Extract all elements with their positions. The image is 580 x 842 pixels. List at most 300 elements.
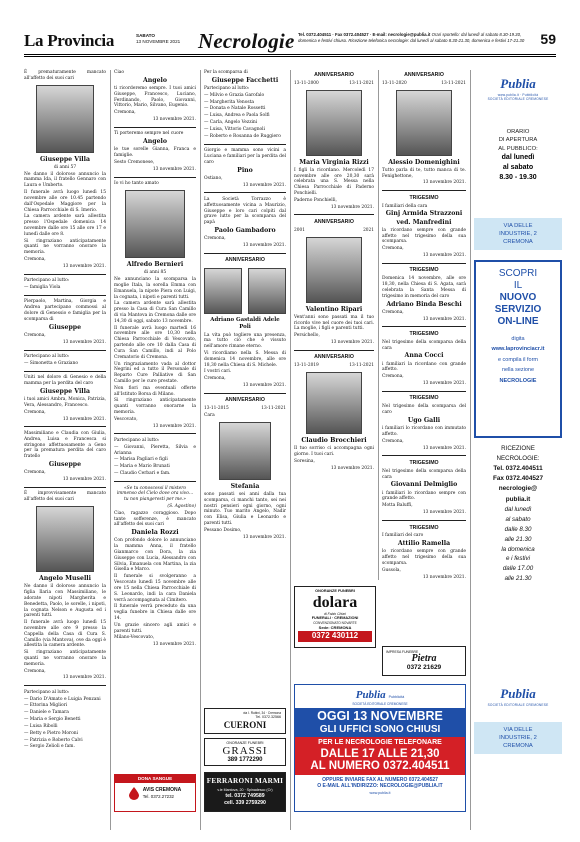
- masthead: La Provincia: [24, 31, 115, 50]
- notice-date: 13 novembre 2021.: [62, 416, 106, 422]
- anniversary-date: 13 novembre 2021.: [242, 534, 286, 540]
- notice-text: Per la scomparsa di: [204, 70, 248, 75]
- column-2: [114, 70, 196, 649]
- deceased-name: Angelo: [142, 76, 168, 84]
- ad-grassi[interactable]: [204, 738, 286, 766]
- contacts-hours: dalle 8.30: [504, 525, 532, 533]
- deceased-name: Giuseppe Facchetti: [211, 76, 279, 84]
- deceased-name: Claudio Brocchieri: [301, 436, 367, 444]
- publia-logo: Publia: [500, 686, 536, 701]
- notice-divider: [24, 685, 106, 686]
- portrait-photo: [36, 85, 94, 153]
- obituary-city: Milano-Vescovato,: [114, 635, 155, 641]
- notice-text: le tue sorelle Gianna, Franca e famiglie.: [114, 147, 196, 159]
- notice-city: Ostiano,: [204, 175, 223, 181]
- condolence-heading: Partecipano al lutto:: [114, 438, 160, 444]
- portrait-photo: [248, 268, 286, 314]
- notice-divider: [24, 295, 106, 296]
- notice-text: La Società Torrazzo è affettuosamente vicina a Maurizio, Giuseppe e loro cari colpiti dal grave lutto per la scomparsa del papà: [204, 196, 286, 226]
- address-line: VIA DELLE: [503, 223, 533, 229]
- anniversary-date-end: 13-11-2021: [441, 80, 466, 86]
- deceased-name: Maria Virginia Rizzi: [299, 158, 369, 166]
- trigesimo-heading: TRIGESIMO: [409, 524, 439, 531]
- anniversary-heading: ANNIVERSARIO: [404, 72, 444, 78]
- contacts-hours: la domenica: [501, 545, 535, 553]
- anniversary-date: 13 novembre 2021.: [242, 383, 286, 389]
- promo-link[interactable]: www.laprovinciacr.it: [491, 346, 545, 353]
- trigesimo-heading: TRIGESIMO: [409, 267, 439, 274]
- sidebar-bottom-logo: [474, 686, 562, 707]
- deceased-name: Giuseppe: [48, 323, 82, 331]
- ad-avis-name: AVIS CREMONA: [142, 787, 182, 794]
- online-service-promo[interactable]: [474, 260, 562, 438]
- anniversary-heading: ANNIVERSARIO: [314, 72, 354, 78]
- column-divider: [200, 70, 201, 830]
- opening-hours: [474, 128, 562, 184]
- anniversary-text: Vent'anni sono passati ma il tuo ricordo vive nel cuore dei tuoi cari. La moglie, i figli e parenti tutti.: [294, 314, 374, 332]
- obituary-text: Ne danno il doloroso annuncio la mamma Ida, il fratello Gennaro con Laura e Umberto.: [24, 171, 106, 189]
- ad-ferraroni[interactable]: [204, 772, 286, 812]
- anniversary-photos: [204, 266, 286, 316]
- quote-text: «Se tu conoscessi il mistero immenso del Cielo dove ora vivo… tu non piangeresti per me.»: [116, 485, 194, 503]
- notice-date: 13 novembre 2021.: [152, 117, 196, 123]
- anniversary-date-start: 13-11-2015: [204, 406, 229, 412]
- deceased-name: Attilio Ramella: [397, 540, 451, 548]
- trigesimo-heading: TRIGESIMO: [409, 395, 439, 402]
- ad-cueroni-name: CUERONI: [223, 719, 267, 730]
- contacts-line: NECROLOGIE:: [496, 454, 540, 462]
- notice-divider: [382, 520, 466, 521]
- contacts-fax: Fax 0372.404527: [492, 475, 544, 483]
- column-divider: [378, 70, 379, 580]
- column-divider: [290, 70, 291, 830]
- contacts-hours: e i festivi: [505, 555, 531, 563]
- anniversary-dates: [204, 406, 286, 412]
- anniversary-text: sono passati sei anni dalla tua scomparsa, ci manchi tanto, sei nei nostri pensieri ogni giorno, ogni minuto. Tuo marito Angelo, Nadir con Elisa, Giulia e Leonardo e parenti tutti.: [204, 491, 286, 527]
- anniversary-date-end: 13-11-2021: [261, 406, 286, 412]
- anniversary-date: 13 novembre 2021.: [330, 465, 374, 471]
- condolence-item: — Margherita Venosta: [204, 99, 254, 105]
- address-line: INDUSTRIE, 2: [499, 231, 537, 238]
- anniversary-city: Persichello,: [294, 333, 320, 339]
- notice-date: 13 novembre 2021.: [242, 243, 286, 248]
- section-title: Necrologie: [198, 29, 295, 53]
- notice-divider: [382, 263, 466, 264]
- condolence-item: — Betty e Pietro Moroni: [24, 730, 78, 736]
- contact-info-hours: Orari sportello: dal lunedì al sabato 8.30-19.30, domenica e festivi chiuso. Ricezione telefonica necrologie: dal lunedì al sabato 8.30-21.30, domenica e festivi 17-21.30: [298, 32, 525, 43]
- banner-line7: O E-MAIL ALL'INDIRIZZO: NECROLOGIE@PUBLIA.IT: [317, 783, 443, 790]
- obituary-text: Il funerale avrà luogo martedì 16 novembre alle ore 10,30 nella Chiesa Parrocchiale di Vescovato, partendo alle ore 10 dalla Casa di Cura San Camillo, indi al Polo Crematorio di Cremona.: [114, 325, 196, 360]
- portrait-photo: [396, 90, 452, 156]
- contacts-hours: dalle 17.00: [502, 565, 534, 573]
- notice-divider: [114, 433, 196, 434]
- portrait-photo: [125, 190, 185, 258]
- ad-publia-sub: Pubblicità: [388, 695, 405, 699]
- publication-day: SABATO: [136, 33, 155, 38]
- banner-line2: GLI UFFICI SONO CHIUSI: [319, 724, 441, 736]
- condolence-item: — Simonetta e Graziano: [24, 360, 78, 366]
- notice-text: ti ricorderemo sempre. I tuoi amici Giuseppe, Francesco, Luciano, Ferdinando, Paolo, Giovanni, Vittorio, Mario, Silvano, Eugenio.: [114, 86, 196, 109]
- notice-text: Uniti nel dolore di Genesio e della mamma per la perdita del caro: [24, 375, 106, 387]
- trigesimo-heading: TRIGESIMO: [409, 194, 439, 201]
- trigesimo-date: 13 novembre 2021.: [422, 574, 466, 580]
- contacts-hours: alle 21.30: [504, 535, 532, 543]
- notice-city: Cremona,: [24, 470, 46, 476]
- publication-date: [136, 33, 180, 44]
- condolence-item: — Claudio Cerbarì e fam.: [114, 471, 171, 477]
- obituary-text: Non fiori ma eventuali offerte all'Istituto Borsa di Milano.: [114, 385, 196, 397]
- opening-hours-line: DI APERTURA: [498, 137, 538, 144]
- ad-dolara[interactable]: [294, 586, 376, 648]
- condolence-item: — Daniele e Tamara: [24, 710, 69, 716]
- trigesimo-date: 13 novembre 2021.: [422, 316, 466, 322]
- condolence-item: — Sergio Zelioli e fam.: [24, 744, 75, 750]
- condolence-item: — Carla, Angelo Vezzini: [204, 120, 258, 126]
- promo-text: digita: [511, 336, 525, 342]
- obituary-contacts: [474, 444, 562, 584]
- publia-logo-sub: SOCIETÀ EDITORIALE CREMONESE: [487, 702, 549, 707]
- condolence-item: — Roberto e Rosanna de Ruggiero: [204, 133, 281, 139]
- trigesimo-text: Nel trigesimo della scomparsa della cara: [382, 339, 466, 351]
- trigesimo-date: 13 novembre 2021.: [422, 381, 466, 387]
- anniversary-city: Soresina,: [294, 458, 315, 464]
- notice-text: Ciao: [114, 70, 125, 75]
- portrait-photo: [306, 90, 362, 156]
- address-line: CREMONA: [503, 743, 533, 750]
- condolence-item: — Dario D'Amato e Luigia Penzani: [24, 696, 101, 702]
- notice-divider: [294, 214, 374, 215]
- opening-hours-time: 8.30 - 19.30: [499, 174, 537, 182]
- portrait-photo: [219, 422, 271, 480]
- obituary-intro: È improvvisamente mancato all'affetto dei suoi cari: [24, 491, 106, 503]
- trigesimo-date: 13 novembre 2021.: [422, 445, 466, 451]
- obituary-city: Cremona,: [24, 257, 46, 262]
- column-divider: [470, 70, 471, 830]
- obituary-text: Si ringraziano anticipatamente quanti ne vorranno onorare la memoria.: [24, 238, 106, 256]
- deceased-name: Giuseppe Villa: [39, 387, 91, 395]
- obituary-text: Ne annunciano la scomparsa la moglie Itala, la sorella Emma con Emanuela, la nipote Piera con Luigi, la cognata, i nipoti e parenti tutti.: [114, 277, 196, 300]
- promo-line: IL: [513, 280, 523, 291]
- banner-line1: OGGI 13 NOVEMBRE: [317, 709, 443, 724]
- deceased-name: Adriano Gastaldi Adele Poli: [210, 317, 280, 331]
- anniversary-text: Tutto parla di te, tutto manca di te. Fenighettone,: [382, 167, 466, 179]
- ad-dolara-line1: FUNERALI · CREMAZIONI: [311, 615, 359, 620]
- anniversary-text: I vostri cari.: [204, 369, 232, 375]
- trigesimo-text: Domenica 14 novembre, alle ore 18,30, nella Chiesa di S. Agata, sarà celebrata la Santa Messa di trigesimo in memoria del caro: [382, 276, 466, 299]
- obituary-text: Il funerale si svolgeranno a Vescovato lunedì 15 novembre alle ore 15 nella Chiesa Parrocchiale di S. Leonardo, indi la cara Daniela verrà accompagnata al Cimitero.: [114, 574, 196, 603]
- anniversary-date: 13 novembre 2021.: [422, 180, 466, 186]
- ad-dolara-top: ONORANZE FUNEBRI: [315, 589, 355, 593]
- notice-divider: [382, 326, 466, 327]
- promo-text: e compila il form: [497, 356, 539, 363]
- notice-text: Massimiliano e Claudia con Giulia, Andrea, Luisa e Francesca si stringono affettuosamente a Geno per la prematura perdita del caro fratello: [24, 430, 106, 460]
- deceased-age: di anni 57: [53, 164, 77, 170]
- deceased-name: Alfredo Bernieri: [126, 261, 184, 269]
- deceased-name: Ugo Galli: [407, 416, 441, 424]
- ad-ferraroni-addr: v.le Mantova, 20 · Spinadesco (Cr): [217, 788, 273, 793]
- contacts-line: RICEZIONE: [501, 445, 535, 452]
- condolence-heading: Partecipano al lutto:: [24, 278, 70, 284]
- ad-dolara-line2: CONVENZIONATO NOVARTE: [313, 620, 357, 625]
- condolence-item: — Maria e Sergio Benetti: [24, 717, 81, 723]
- notice-text: Pierpaolo, Martina, Giorgia e Andrea partecipano commossi al dolore di Genessio e famiglia per la scomparsa di: [24, 299, 106, 322]
- ad-avis-top: DONA SANGUE: [115, 775, 195, 783]
- obituary-text: Il funerale avrà luogo lunedì 15 novembre alle ore 9 presso la Cappella della Casa di Cura S. Camillo (via Mantova), ove da oggi è allestita la camera ardente.: [24, 620, 106, 649]
- ad-avis[interactable]: [114, 774, 196, 812]
- condolence-item: — Luisa, Vittorio Cavagnoli: [204, 126, 265, 132]
- obituary-city: Vescovato,: [114, 416, 138, 422]
- notice-divider: [294, 350, 374, 351]
- anniversary-date-end: 13-11-2021: [349, 363, 374, 369]
- notice-text: Ti porteremo sempre nel cuore: [114, 131, 184, 137]
- notice-divider: [24, 426, 106, 427]
- promo-line: NUOVO: [499, 292, 537, 303]
- ad-pietra-phone: 0372 21629: [406, 664, 442, 672]
- ad-pietra-name: Pietra: [411, 653, 437, 665]
- deceased-name: Alessio Domenighini: [388, 158, 460, 166]
- column-3: [204, 70, 286, 541]
- obituary-intro: Ciao, ragazzo coraggioso. Dopo tante sofferenze, è mancato all'affetto dei suoi cari: [114, 510, 196, 528]
- ad-dolara-sub: di Fabio Chiari: [324, 611, 346, 616]
- deceased-name: Adriano Binda Beschi: [386, 300, 462, 308]
- column-divider: [110, 70, 111, 830]
- address-line: VIA DELLE: [503, 727, 533, 733]
- promo-section: NECROLOGIE: [499, 377, 537, 384]
- obituary-text: La camera ardente sarà allestita presso l'Ospedale domenica 14 novembre dalle ore 15 alle ore 17 e lunedì dalle ore 8.: [24, 214, 106, 237]
- ad-dolara-phone: 0372 430112: [298, 631, 372, 641]
- anniversary-heading: ANNIVERSARIO: [225, 257, 265, 264]
- office-address: [474, 722, 562, 754]
- deceased-name: Anna Cocci: [404, 352, 444, 360]
- quote-author: (S. Agostino): [167, 503, 196, 509]
- notice-divider: [382, 391, 466, 392]
- opening-hours-line: ORARIO: [506, 129, 530, 135]
- sidebar-logo-box: [474, 70, 562, 114]
- deceased-name: Valentino Ripari: [305, 305, 363, 313]
- notice-divider: [24, 371, 106, 372]
- obituary-text: La camera ardente sarà allestita presso la Casa di Cura San Camillo di via Mantova in Cremona dalle ore 14,30 di oggi, sabato 13 novembre.: [114, 301, 196, 324]
- trigesimo-city: Cremona,: [382, 438, 404, 444]
- notice-date: 13 novembre 2021.: [62, 477, 106, 483]
- deceased-name: Stefania: [230, 482, 260, 490]
- condolence-heading: Partecipano al lutto:: [204, 86, 250, 91]
- obituary-city: Cremona,: [24, 668, 46, 674]
- address-line: CREMONA: [503, 239, 533, 246]
- blood-drop-icon: [129, 787, 139, 800]
- trigesimo-text: i familiari lo ricordano sempre con grande affetto.: [382, 490, 466, 502]
- deceased-name: Giovanni Delmiglio: [390, 481, 458, 489]
- anniversary-heading: ANNIVERSARIO: [314, 219, 354, 225]
- trigesimo-text: I familiari del caro: [382, 533, 424, 539]
- contacts-email-domain[interactable]: publia.it: [505, 495, 531, 503]
- deceased-age: di anni 85: [143, 270, 167, 276]
- trigesimo-text: Nel trigesimo della scomparsa del caro: [382, 404, 466, 416]
- contacts-email[interactable]: necrologie@: [498, 485, 538, 493]
- trigesimo-date: 13 novembre 2021.: [422, 510, 466, 516]
- anniversary-date-end: 13-11-2021: [349, 80, 374, 86]
- deceased-name: Daniela Rozzi: [131, 529, 179, 537]
- anniversary-heading: ANNIVERSARIO: [314, 354, 354, 361]
- ad-publia-banner[interactable]: [294, 684, 466, 812]
- notice-date: 13 novembre 2021.: [152, 166, 196, 172]
- condolence-item: — Milvio e Grazia Garofalo: [204, 92, 265, 98]
- portrait-photo: [306, 237, 362, 303]
- address-line: INDUSTRIE, 2: [499, 735, 537, 742]
- column-1: [24, 70, 106, 751]
- portrait-photo: [204, 268, 242, 314]
- notice-divider: [114, 481, 196, 482]
- trigesimo-city: Gussola,: [382, 567, 401, 573]
- publia-logo: Publia: [500, 76, 536, 91]
- notice-text: i tuoi amici Ambra, Monica, Patrizia, Vera, Alessandro, Francesco.: [24, 397, 106, 408]
- condolence-item: — Patrizia e Roberto Calvi: [24, 737, 83, 743]
- deceased-name: Paolo Gambadoro: [214, 227, 276, 234]
- opening-hours-days: dal lunedì: [501, 154, 535, 162]
- ad-cueroni[interactable]: [204, 708, 286, 734]
- anniversary-city: Paderno Ponchielli,: [294, 197, 337, 203]
- condolence-item: — Ettorina Migliori: [24, 703, 68, 709]
- anniversary-text: Cara: [204, 412, 215, 418]
- deceased-name: Giuseppe Villa: [39, 155, 91, 163]
- obituary-text: Si ringraziano anticipatamente quanti vorranno onorarne la memoria.: [114, 398, 196, 415]
- condolence-item: — Marisa Pagliari e figli: [114, 457, 168, 463]
- notice-city: Cremona,: [24, 409, 46, 415]
- publication-date-text: 13 NOVEMBRE 2021: [136, 38, 181, 44]
- deceased-name: Angelo Muselli: [38, 575, 91, 583]
- condolence-item: — famiglia Viola: [24, 285, 61, 291]
- deceased-name: Pino: [237, 166, 253, 174]
- trigesimo-date: 13 novembre 2021.: [422, 253, 466, 259]
- condolence-item: — Giovanni, Pieretta, Silvia e Arianna: [114, 444, 196, 456]
- ad-pietra[interactable]: [382, 646, 466, 676]
- obituary-intro: È prematuramente mancato all'affetto dei suoi cari: [24, 70, 106, 81]
- ad-cueroni-tel: Tel. 0372.32566: [255, 715, 281, 720]
- anniversary-text: Il tuo sorriso ci accompagna ogni giorno. I tuoi cari.: [294, 446, 374, 457]
- banner-line6: OPPURE INVIARE FAX AL NUMERO 0372.404527: [322, 776, 438, 783]
- notice-divider: [24, 487, 106, 488]
- contacts-hours: al sabato: [505, 515, 531, 523]
- notice-divider: [114, 127, 196, 128]
- anniversary-dates: [294, 81, 374, 87]
- ad-avis-tel: Tel. 0372.27232: [142, 793, 174, 799]
- obituary-text: Con profondo dolore lo annunciano la mamma Anna, il fratello Gianmarco con Dora, la zia Giuseppe con Lucia, Alessandro con Silvia, Emanuela con Martina, la zia Gisella e Marco.: [114, 538, 196, 573]
- condolence-item: — Luisa, Andrea e Paola Solfi: [204, 113, 270, 119]
- contacts-phone: Tel. 0372.404511: [493, 464, 543, 472]
- ad-publia-sub2: SOCIETÀ EDITORIALE CREMONESE: [352, 702, 408, 707]
- banner-url: www.publia.it: [369, 790, 391, 795]
- portrait-photo: [36, 506, 94, 572]
- promo-line: SERVIZIO: [494, 304, 542, 315]
- anniversary-dates: [382, 81, 466, 87]
- notice-divider: [204, 192, 286, 193]
- notice-divider: [24, 274, 106, 275]
- obituary-text: Si ringraziano anticipatamente quanti ne vorranno onorare la memoria.: [24, 650, 106, 667]
- anniversary-text: I figli la ricordano. Mercoledì 17 novembre alle ore 20,30 sarà celebrata una S. Messa nella Chiesa Parrocchiale di Paderno Ponchielli.: [294, 167, 374, 196]
- notice-divider: [382, 190, 466, 191]
- condolence-item: — Donata e Natale Rossetti: [204, 106, 266, 112]
- contacts-hours: dal lunedì: [504, 505, 532, 513]
- portrait-photo: [306, 372, 362, 434]
- ad-dolara-line3: Sede: CREMONA: [318, 625, 352, 631]
- trigesimo-city: Cremona,: [382, 374, 404, 380]
- opening-hours-line: AL PUBBLICO:: [498, 145, 538, 152]
- office-address: [474, 218, 562, 250]
- obituary-text: Ne danno il doloroso annuncio la figlia Ilaria con Massimiliano, le adorate nipoti Margherita e Benedetta, Paolo, le sorelle, i nipoti, la cognata Nelson e Augusta ed i parenti tutti.: [24, 584, 106, 619]
- notice-city: Cremona,: [114, 110, 136, 116]
- anniversary-date: 13 novembre 2021.: [330, 204, 374, 210]
- sidebar: [474, 70, 562, 830]
- anniversary-text: La vita può togliere una presenza, ma tutto ciò che è vissuto nell'amore rimane eterno.: [204, 332, 286, 350]
- trigesimo-text: i familiari lo ricordano con immutato affetto.: [382, 426, 466, 437]
- trigesimo-heading: TRIGESIMO: [409, 460, 439, 466]
- anniversary-date-start: 13-11-2019: [294, 363, 319, 369]
- condolence-heading: Partecipano al lutto:: [24, 689, 70, 695]
- ad-grassi-phone: 389 1772290: [227, 756, 263, 763]
- promo-line: SCOPRI: [498, 268, 538, 279]
- notice-city: Sesto Cremonese,: [114, 160, 155, 166]
- deceased-name: Ginj Armida Strazzoni ved. Manfredini: [385, 210, 463, 226]
- contacts-hours: alle 21.30: [504, 575, 532, 583]
- trigesimo-heading: TRIGESIMO: [409, 330, 439, 337]
- trigesimo-text: i familiari la ricordano con grande affetto.: [382, 361, 466, 373]
- trigesimo-city: Cremona,: [382, 246, 404, 252]
- ad-cueroni-line: via I. Rubini, 34 · Cremona: [243, 711, 281, 715]
- deceased-name: Giuseppe: [48, 461, 82, 469]
- condolence-heading: Partecipano al lutto:: [24, 354, 70, 360]
- trigesimo-text: lo ricordano sempre con grande affetto nel trigesimo della sua scomparsa.: [382, 549, 466, 566]
- obituary-text: Il funerale avrà luogo lunedì 15 novembre alle ore 10.45 partendo dall'Ospedale Maggiore per la Chiesa Parrocchiale di S. Imerio.: [24, 190, 106, 213]
- anniversary-date-start: 13-11-2000: [294, 80, 319, 86]
- header-divider-thin: [24, 56, 556, 57]
- obituary-date: 13 novembre 2021.: [62, 675, 106, 681]
- notice-divider: [204, 393, 286, 394]
- anniversary-city: Pessano Dosimo,: [204, 527, 242, 533]
- publia-logo-sub2: SOCIETÀ EDITORIALE CREMONESE: [487, 97, 549, 102]
- banner-line3: PER LE NECROLOGIE TELEFONARE: [318, 739, 442, 747]
- header-divider: [24, 54, 556, 55]
- obituary-text: Un ringraziamento vada al dottor Negrini ed a tutto il Personale di Reparto Cure Palliative di San Camillo per le cure prestate.: [114, 361, 196, 384]
- column-4: [294, 70, 374, 472]
- notice-divider: [114, 177, 196, 178]
- notice-divider: [204, 253, 286, 254]
- condolence-item: — Luisa Ribolli: [24, 723, 58, 729]
- obituary-date: 13 novembre 2021.: [152, 423, 196, 429]
- notice-divider: [24, 350, 106, 351]
- ad-pietra-top: IMPRESA FUNEBRE: [386, 650, 419, 654]
- ad-grassi-name: GRASSI: [222, 744, 268, 757]
- deceased-name: Angelo: [142, 138, 168, 146]
- notice-divider: [382, 455, 466, 456]
- trigesimo-text: Nel trigesimo della scomparsa della cara: [382, 468, 466, 480]
- trigesimo-city: Cremona,: [382, 309, 404, 315]
- trigesimo-text: I familiari della cara: [382, 203, 428, 209]
- anniversary-date-start: 13-11-2020: [382, 80, 407, 86]
- contact-info: [298, 32, 528, 43]
- obituary-date: 13 novembre 2021.: [62, 263, 106, 269]
- ad-ferraroni-tel: tel. 0372 749589: [225, 793, 265, 800]
- promo-text: nella sezione: [501, 367, 535, 374]
- obituary-intro: Io vi ho tanto amato: [114, 181, 159, 187]
- obituary-text: Un grazie sincero agli amici e parenti tutti.: [114, 622, 196, 634]
- notice-date: 13 novembre 2021.: [242, 182, 286, 188]
- banner-line4: DALLE 17 ALLE 21,30: [320, 747, 440, 760]
- anniversary-city: Cremona,: [204, 376, 226, 382]
- ad-publia-logo: Publia: [355, 689, 386, 701]
- obituary-text: Il funerale verrà preceduto da una veglia funebre in Chiesa dalle ore 14.: [114, 604, 196, 621]
- trigesimo-text: la ricordano sempre con grande affetto nel trigesimo della sua scomparsa.: [382, 227, 466, 245]
- obituary-date: 13 novembre 2021.: [152, 642, 196, 648]
- ad-grassi-top: ONORANZE FUNEBRI: [226, 741, 264, 745]
